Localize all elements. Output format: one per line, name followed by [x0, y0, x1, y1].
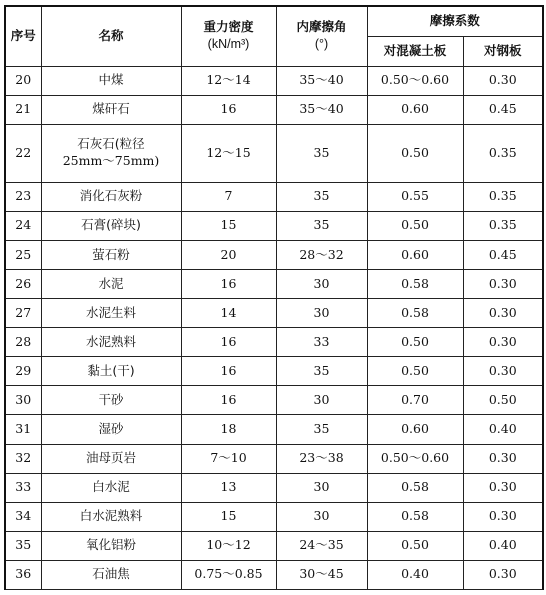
cell-density: 10～12 [181, 531, 276, 560]
friction-angle-label: 内摩擦角 [296, 19, 347, 35]
cell-friction-angle: 30 [276, 386, 367, 415]
cell-density: 12～14 [181, 66, 276, 95]
cell-coef-concrete: 0.50～0.60 [367, 66, 463, 95]
cell-coef-steel: 0.30 [463, 270, 543, 299]
table-row [5, 328, 543, 357]
cell-name [41, 240, 181, 269]
cell-no: 22 [5, 124, 41, 182]
cell-name [41, 124, 181, 182]
table-row [5, 415, 543, 444]
cell-name-line1: 水泥生料 [85, 304, 136, 320]
cell-name-line1: 消化石灰粉 [79, 188, 143, 204]
cell-coef-concrete: 0.70 [367, 386, 463, 415]
cell-coef-concrete: 0.60 [367, 415, 463, 444]
cell-no: 23 [5, 182, 41, 211]
cell-name [41, 95, 181, 124]
cell-friction-angle: 30 [276, 473, 367, 502]
cell-coef-steel: 0.30 [463, 328, 543, 357]
cell-density: 16 [181, 386, 276, 415]
density-unit: (kN/m³) [207, 37, 250, 52]
cell-name-line2: 25mm～75mm) [62, 153, 160, 169]
cell-friction-angle: 24～35 [276, 531, 367, 560]
table-row [5, 240, 543, 269]
cell-friction-angle: 35 [276, 182, 367, 211]
cell-coef-steel: 0.35 [463, 124, 543, 182]
cell-no: 26 [5, 270, 41, 299]
cell-coef-steel: 0.50 [463, 386, 543, 415]
cell-coef-concrete: 0.58 [367, 502, 463, 531]
cell-no: 31 [5, 415, 41, 444]
cell-no: 34 [5, 502, 41, 531]
cell-friction-angle: 23～38 [276, 444, 367, 473]
density-label: 重力密度 [203, 19, 254, 35]
cell-name-line1: 干砂 [98, 391, 124, 407]
cell-coef-concrete: 0.50 [367, 357, 463, 386]
cell-friction-angle: 35 [276, 124, 367, 182]
cell-friction-angle: 30 [276, 502, 367, 531]
friction-angle-unit: (°) [314, 37, 329, 52]
cell-no: 33 [5, 473, 41, 502]
table-row [5, 386, 543, 415]
cell-friction-angle: 33 [276, 328, 367, 357]
cell-density: 13 [181, 473, 276, 502]
cell-name [41, 531, 181, 560]
cell-friction-angle: 28～32 [276, 240, 367, 269]
table-row [5, 124, 543, 182]
cell-density: 14 [181, 299, 276, 328]
cell-coef-steel: 0.30 [463, 502, 543, 531]
cell-friction-angle: 30 [276, 270, 367, 299]
cell-no: 29 [5, 357, 41, 386]
cell-coef-steel: 0.35 [463, 211, 543, 240]
cell-no: 24 [5, 211, 41, 240]
cell-friction-angle: 30～45 [276, 560, 367, 589]
cell-friction-angle: 35～40 [276, 95, 367, 124]
cell-no: 36 [5, 560, 41, 589]
cell-density: 18 [181, 415, 276, 444]
cell-friction-angle: 35～40 [276, 66, 367, 95]
cell-friction-angle: 30 [276, 299, 367, 328]
cell-density: 16 [181, 357, 276, 386]
cell-no: 35 [5, 531, 41, 560]
col-header-on-concrete: 对混凝土板 [367, 36, 463, 66]
cell-coef-steel: 0.40 [463, 415, 543, 444]
table-row [5, 66, 543, 95]
col-header-friction-coef: 摩擦系数 [367, 6, 543, 36]
cell-name-line1: 萤石粉 [92, 246, 130, 262]
cell-coef-concrete: 0.50 [367, 328, 463, 357]
cell-friction-angle: 35 [276, 211, 367, 240]
col-header-on-steel: 对钢板 [463, 36, 543, 66]
cell-density: 15 [181, 211, 276, 240]
cell-coef-concrete: 0.58 [367, 270, 463, 299]
cell-coef-concrete: 0.50～0.60 [367, 444, 463, 473]
cell-friction-angle: 35 [276, 357, 367, 386]
cell-coef-steel: 0.40 [463, 531, 543, 560]
cell-density: 0.75～0.85 [181, 560, 276, 589]
cell-density: 12～15 [181, 124, 276, 182]
col-header-density [181, 6, 276, 66]
cell-name-line1: 煤矸石 [92, 101, 130, 117]
cell-name [41, 386, 181, 415]
table-row [5, 95, 543, 124]
cell-name [41, 357, 181, 386]
cell-coef-concrete: 0.58 [367, 299, 463, 328]
table-row [5, 299, 543, 328]
cell-density: 16 [181, 95, 276, 124]
cell-no: 25 [5, 240, 41, 269]
table-row [5, 270, 543, 299]
cell-no: 32 [5, 444, 41, 473]
cell-name-line1: 湿砂 [98, 421, 124, 437]
cell-no: 28 [5, 328, 41, 357]
material-properties-table [4, 5, 544, 590]
cell-name-line1: 白水泥 [92, 479, 130, 495]
cell-friction-angle: 35 [276, 415, 367, 444]
cell-name-line1: 白水泥熟料 [79, 508, 143, 524]
cell-coef-steel: 0.30 [463, 357, 543, 386]
table-row [5, 473, 543, 502]
cell-coef-steel: 0.30 [463, 66, 543, 95]
cell-coef-concrete: 0.60 [367, 240, 463, 269]
cell-no: 30 [5, 386, 41, 415]
cell-coef-concrete: 0.58 [367, 473, 463, 502]
cell-coef-concrete: 0.40 [367, 560, 463, 589]
cell-coef-concrete: 0.50 [367, 211, 463, 240]
cell-coef-steel: 0.35 [463, 182, 543, 211]
cell-name [41, 473, 181, 502]
cell-name-line1: 石膏(碎块) [81, 217, 141, 233]
table-row [5, 560, 543, 589]
table-row [5, 531, 543, 560]
cell-no: 21 [5, 95, 41, 124]
col-header-friction-angle [276, 6, 367, 66]
cell-name-line1: 水泥 [98, 275, 124, 291]
cell-name-line1: 中煤 [98, 72, 124, 88]
cell-coef-concrete: 0.55 [367, 182, 463, 211]
table-row [5, 211, 543, 240]
cell-density: 16 [181, 270, 276, 299]
cell-name [41, 299, 181, 328]
cell-no: 27 [5, 299, 41, 328]
col-header-name: 名称 [41, 6, 181, 66]
cell-coef-steel: 0.30 [463, 299, 543, 328]
cell-coef-steel: 0.45 [463, 95, 543, 124]
cell-density: 7～10 [181, 444, 276, 473]
cell-density: 20 [181, 240, 276, 269]
cell-coef-steel: 0.30 [463, 560, 543, 589]
cell-coef-concrete: 0.60 [367, 95, 463, 124]
cell-coef-concrete: 0.50 [367, 531, 463, 560]
cell-name-line1: 石油焦 [92, 566, 130, 582]
cell-density: 7 [181, 182, 276, 211]
col-header-no: 序号 [5, 6, 41, 66]
cell-name-line1: 油母页岩 [85, 450, 136, 466]
cell-name-line1: 黏土(干) [87, 362, 135, 378]
cell-density: 15 [181, 502, 276, 531]
table-row [5, 357, 543, 386]
cell-name-line1: 石灰石(粒径 [77, 136, 145, 152]
cell-coef-steel: 0.45 [463, 240, 543, 269]
cell-coef-steel: 0.30 [463, 473, 543, 502]
table-row [5, 502, 543, 531]
table-body [5, 66, 543, 590]
cell-name [41, 444, 181, 473]
cell-density: 16 [181, 328, 276, 357]
cell-coef-steel: 0.30 [463, 444, 543, 473]
cell-name [41, 328, 181, 357]
cell-name [41, 182, 181, 211]
cell-name [41, 211, 181, 240]
cell-no: 20 [5, 66, 41, 95]
cell-name [41, 270, 181, 299]
cell-name-line1: 水泥熟料 [85, 333, 136, 349]
table-row [5, 444, 543, 473]
cell-name [41, 415, 181, 444]
table-row [5, 182, 543, 211]
cell-name-line1: 氧化铝粉 [85, 537, 136, 553]
cell-name [41, 66, 181, 95]
cell-name [41, 560, 181, 589]
cell-name [41, 502, 181, 531]
cell-coef-concrete: 0.50 [367, 124, 463, 182]
